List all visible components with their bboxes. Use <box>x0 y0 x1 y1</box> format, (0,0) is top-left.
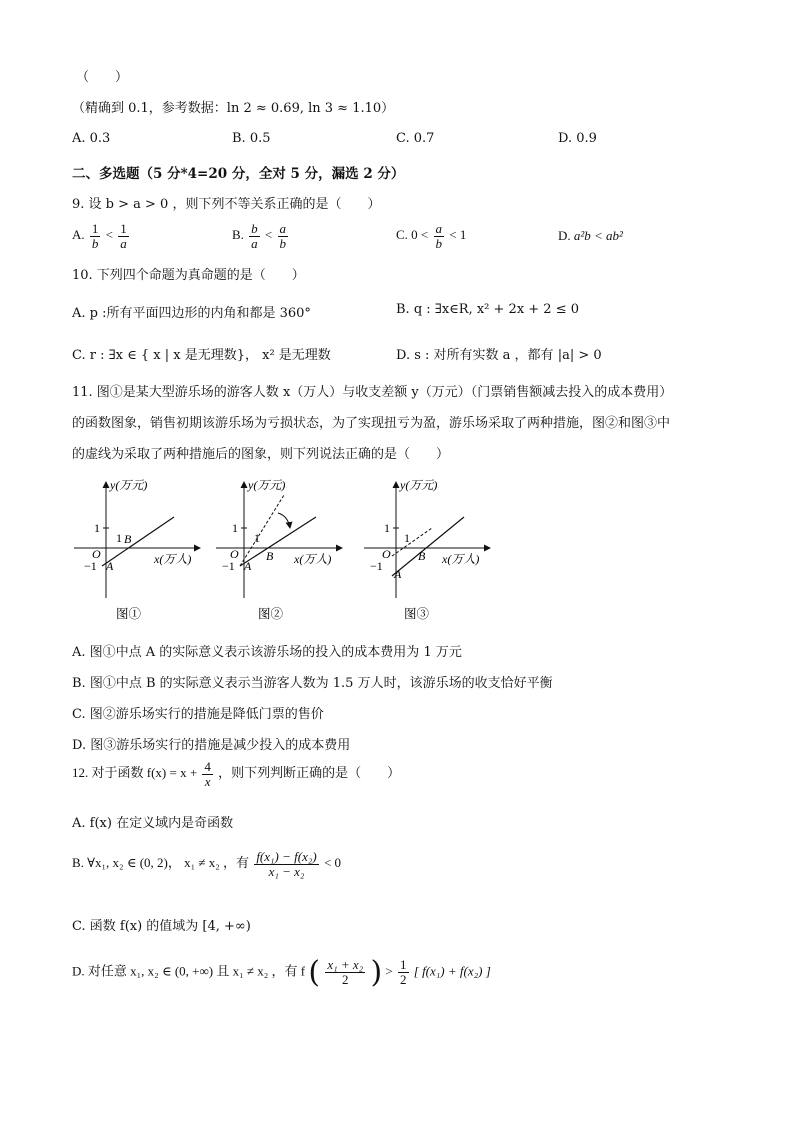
hint-text: （精确到 0.1，参考数据：ln 2 ≈ 0.69, ln 3 ≈ 1.10） <box>72 101 395 116</box>
origin-label: O <box>92 547 101 561</box>
q12-d-half <box>398 958 409 986</box>
q12-b-pre: B. ∀x₁, x₂ ∈ (0, 2)， x₁ ≠ x₂ ，有 <box>72 855 250 871</box>
dashed-line <box>392 528 432 556</box>
origin-label: O <box>230 547 239 561</box>
figure-3 <box>364 478 490 598</box>
rotate-arrow <box>278 513 290 528</box>
tick-label-1: 1 <box>384 521 390 535</box>
q9-d-label: D. <box>558 228 571 243</box>
point-a-label: A <box>394 567 402 581</box>
q11-option-a: A. 图①中点 A 的实际意义表示该游乐场的投入的成本费用为 1 万元 <box>72 645 462 660</box>
tick-label-1: 1 <box>232 521 238 535</box>
tick-label-1b: 1 <box>254 531 260 545</box>
frac-den: a <box>120 235 127 251</box>
tick-label-1: 1 <box>94 521 100 535</box>
frac-num: 4 <box>204 759 211 774</box>
q11-figures <box>68 470 498 630</box>
y-axis-label: y(万元) <box>110 478 148 492</box>
figure-3-label: 图③ <box>404 606 430 621</box>
frac-den: b <box>279 235 287 251</box>
figure-2-label: 图② <box>258 606 284 621</box>
lt-sign: < <box>264 227 273 243</box>
q12-option-a: A. f(x) 在定义域内是奇函数 <box>72 816 234 831</box>
q9-a-frac1 <box>90 222 101 250</box>
frac-den: b <box>91 235 99 251</box>
frac-den: 2 <box>342 972 349 987</box>
tick-label-m1: −1 <box>84 559 97 573</box>
q12-stem-pre: 12. 对于函数 f(x) = x + <box>72 765 198 781</box>
x-axis-label: x(万人) <box>294 552 332 566</box>
section-title: 二、多选题（5 分*4=20 分，全对 5 分，漏选 2 分） <box>72 166 405 182</box>
q12-option-c: C. 函数 f(x) 的值域为 [4, +∞) <box>72 919 251 934</box>
q9-stem: 9. 设 b > a > 0 ，则下列不等关系正确的是（ ） <box>72 197 381 212</box>
tick-label-1b: 1 <box>404 531 410 545</box>
q9-b-label: B. <box>232 227 244 243</box>
q9-b-frac1 <box>249 222 260 250</box>
option-b: B. 0.5 <box>232 131 271 146</box>
q12-d-post: [ f(x₁) + f(x₂) ] <box>413 963 491 979</box>
figure-2 <box>216 478 342 598</box>
lt-one: < 1 <box>449 227 467 243</box>
q9-c-label: C. <box>396 227 408 243</box>
q11-option-d: D. 图③游乐场实行的措施是减少投入的成本费用 <box>72 738 351 753</box>
q10-option-c: C. r : ∃x ∈ { x | x 是无理数}， x² 是无理数 <box>72 348 331 363</box>
x-axis-label: x(万人) <box>442 552 480 566</box>
q9-option-b <box>232 222 290 250</box>
paren-open: ( <box>308 955 321 990</box>
zero-lt: 0 < <box>411 227 429 243</box>
x-axis-label: x(万人) <box>154 552 192 566</box>
frac-num: 1 <box>91 221 99 236</box>
figure-1-label: 图① <box>116 606 142 621</box>
frac-den: 2 <box>400 972 407 987</box>
q11-option-b: B. 图①中点 B 的实际意义表示当游客人数为 1.5 万人时，该游乐场的收支恰好平衡 <box>72 676 553 691</box>
y-axis-label: y(万元) <box>400 478 438 492</box>
frac-den: x₁ − x₂ <box>268 863 305 879</box>
q9-d-expr: a²b < ab² <box>573 228 623 243</box>
frac-num: 1 <box>120 221 127 236</box>
q9-a-label: A. <box>72 227 85 243</box>
q12-stem-frac <box>202 760 213 788</box>
frac-num: x₁ + x₂ <box>327 957 364 973</box>
option-a: A. 0.3 <box>72 131 111 146</box>
frac-den: a <box>251 235 258 251</box>
frac-num: b <box>251 221 258 236</box>
q9-b-frac2 <box>278 222 289 250</box>
q12-option-d <box>72 955 491 990</box>
q9-c-frac <box>434 222 445 250</box>
lt-sign: < <box>105 227 113 243</box>
q12-d-frac <box>325 958 365 986</box>
option-c: C. 0.7 <box>396 131 435 146</box>
frac-num: a <box>435 221 443 236</box>
tick-label-m1: −1 <box>370 559 383 573</box>
q9-option-a <box>72 222 131 250</box>
q10-option-b: B. q : ∃x∈R, x² + 2x + 2 ≤ 0 <box>396 302 580 317</box>
q11-stem-line1: 11. 图①是某大型游乐场的游客人数 x（万人）与收支差额 y（万元）（门票销售额减去投入的成本费用） <box>72 385 673 400</box>
q11-stem-line2: 的函数图象，销售初期该游乐场为亏损状态，为了实现扭亏为盈，游乐场采取了两种措施，图②和图③中 <box>72 416 671 431</box>
q9-option-d <box>558 228 623 244</box>
point-b-label: B <box>266 549 274 563</box>
frac-den: x <box>204 773 211 789</box>
point-b-label: B <box>418 549 426 563</box>
q10-option-d: D. s : 对所有实数 a ，都有 |a| > 0 <box>396 348 602 363</box>
q12-stem <box>72 760 400 788</box>
q12-d-pre: D. 对任意 x₁, x₂ ∈ (0, +∞) 且 x₁ ≠ x₂ ，有 f <box>72 963 306 979</box>
frac-num: a <box>279 221 287 236</box>
tick-label-m1: −1 <box>222 559 235 573</box>
tick-label-1b: 1 <box>116 531 122 545</box>
line-graph <box>392 517 464 576</box>
y-axis-label: y(万元) <box>248 478 286 492</box>
dashed-line <box>240 495 284 566</box>
q11-stem-line3: 的虚线为采取了两种措施后的图象，则下列说法正确的是（ ） <box>72 447 450 462</box>
frac-num: 1 <box>400 957 407 973</box>
frac-den: b <box>435 235 443 251</box>
point-a-label: A <box>244 559 252 573</box>
frac-num: f(x₁) − f(x₂) <box>256 849 317 864</box>
answer-paren: （ ） <box>76 70 129 85</box>
q12-b-post: < 0 <box>323 855 342 871</box>
q12-stem-post: ，则下列判断正确的是（ ） <box>218 765 401 781</box>
q11-option-c: C. 图②游乐场实行的措施是降低门票的售价 <box>72 707 324 722</box>
origin-label: O <box>382 547 391 561</box>
point-b-label: B <box>124 532 132 546</box>
q9-option-c <box>396 222 466 250</box>
gt-sign: > <box>385 963 393 979</box>
option-d: D. 0.9 <box>558 131 597 146</box>
q10-stem: 10. 下列四个命题为真命题的是（ ） <box>72 268 305 283</box>
paren-close: ) <box>370 955 383 990</box>
figure-1 <box>74 478 200 598</box>
q10-option-a: A. p :所有平面四边形的内角和都是 360° <box>72 306 311 321</box>
point-a-label: A <box>106 559 114 573</box>
q9-a-frac2 <box>118 222 129 250</box>
q12-option-b <box>72 850 341 878</box>
q12-b-frac <box>254 850 318 878</box>
